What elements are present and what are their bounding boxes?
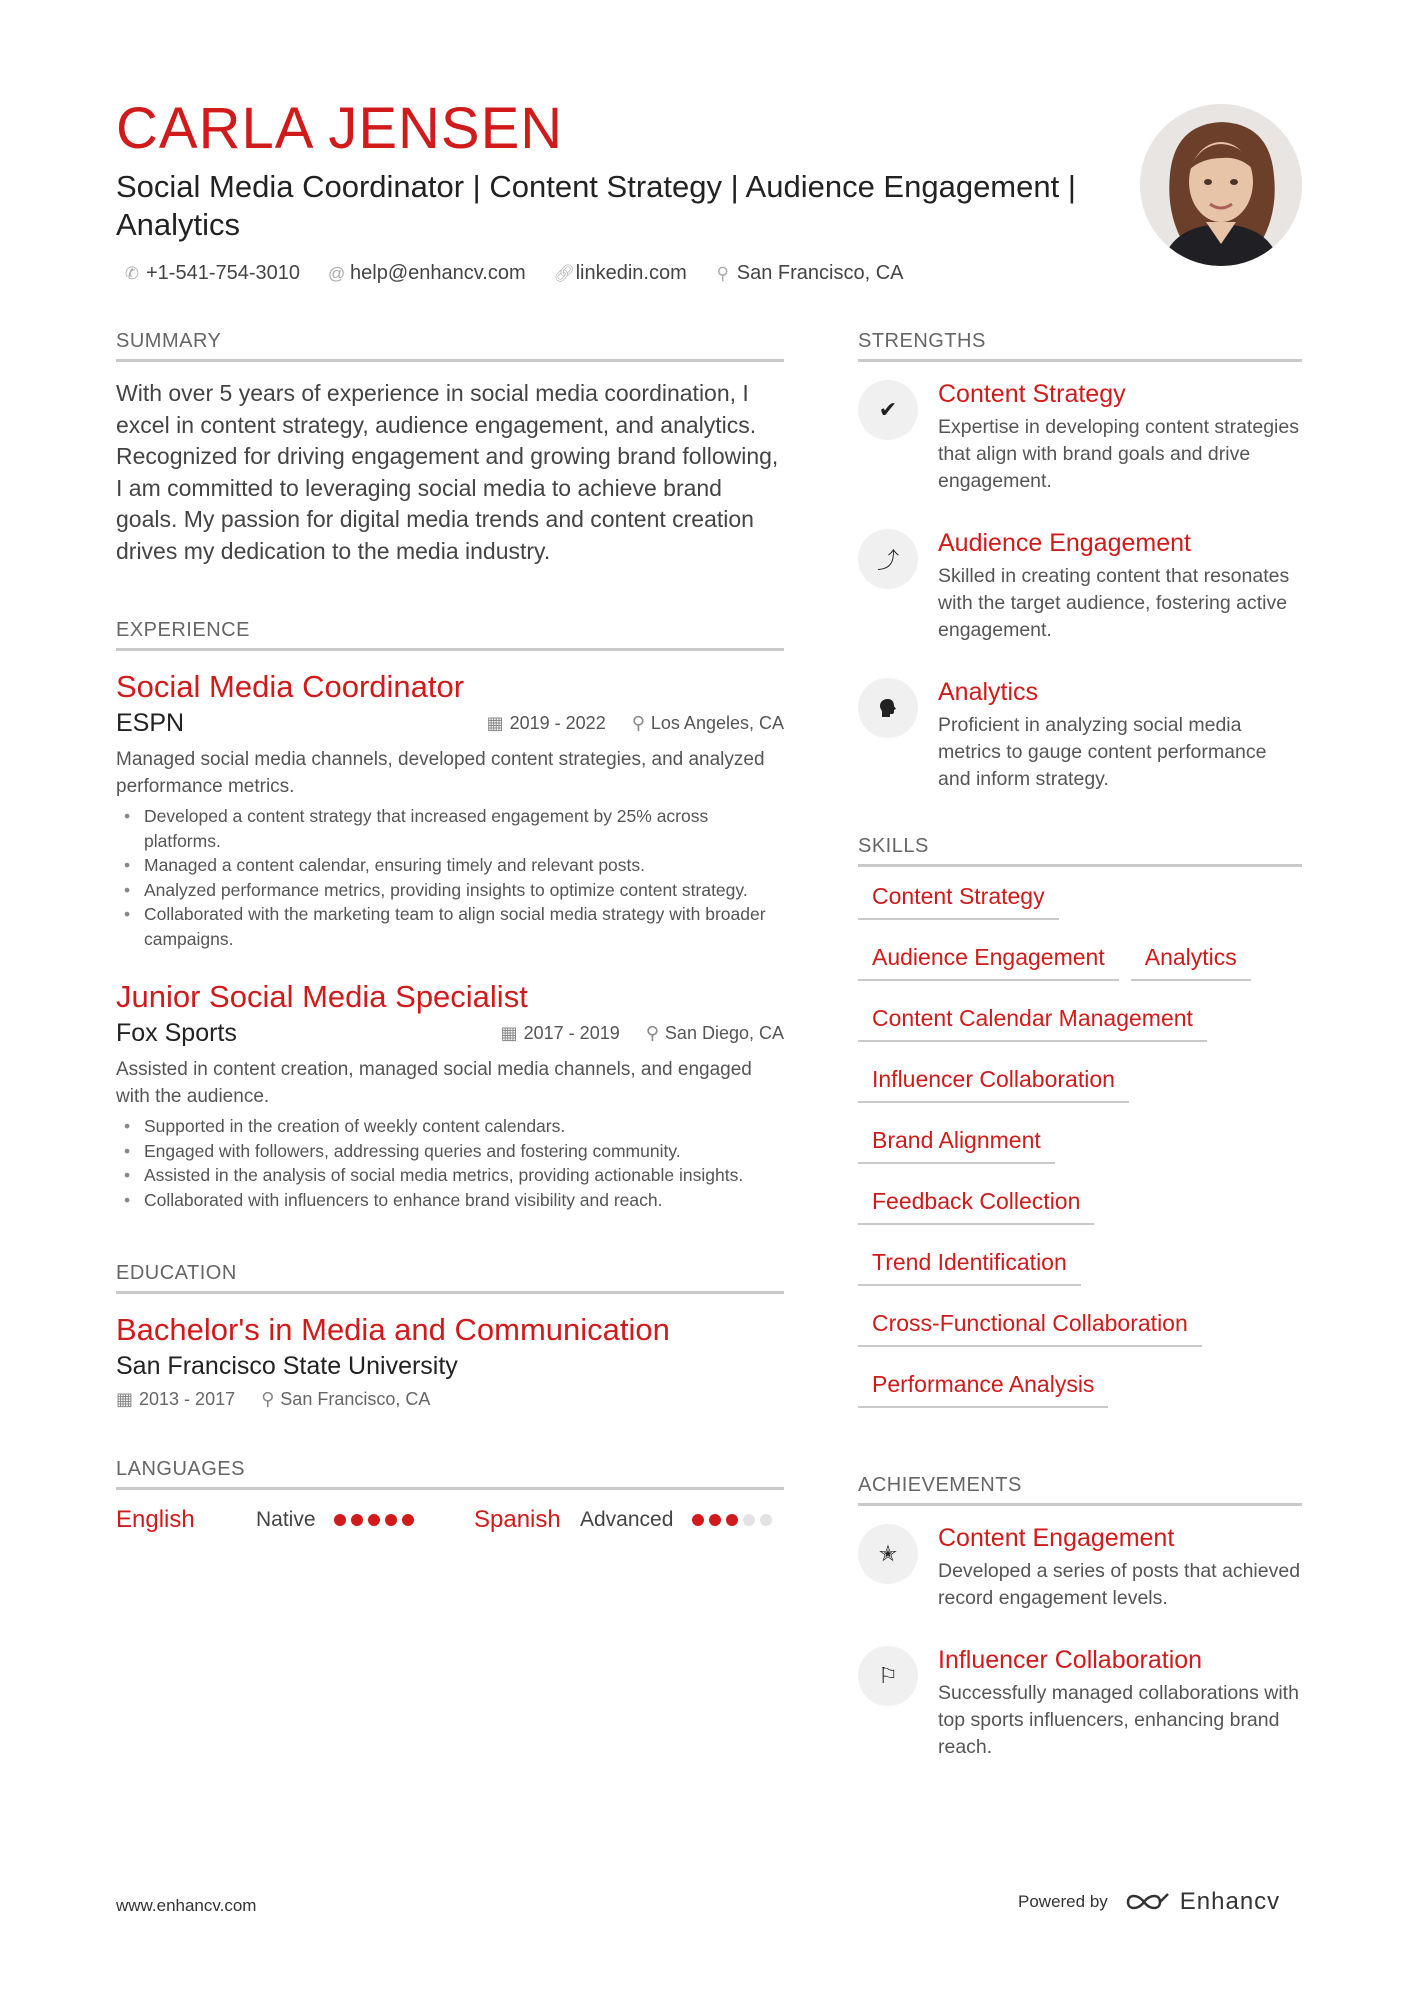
job-dates: ▦ 2017 - 2019 <box>500 1023 620 1043</box>
brand-name: Enhancv <box>1179 1888 1281 1915</box>
section-title-experience: EXPERIENCE <box>116 619 784 651</box>
brand-logo[interactable] <box>1124 1888 1280 1916</box>
skill-tag: Content Calendar Management <box>858 1005 1207 1042</box>
chart-arrow-icon: ⤴ <box>858 529 918 589</box>
email-text: help@enhancv.com <box>350 262 526 284</box>
job-location: ⚲ San Diego, CA <box>645 1023 784 1043</box>
list-item: • Supported in the creation of weekly content calendars. <box>116 1114 784 1139</box>
job-bullets <box>116 1114 784 1212</box>
list-item: • Developed a content strategy that increased engagement by 25% across platforms. <box>116 804 784 853</box>
calendar-icon: ▦ <box>116 1389 134 1409</box>
language-name: Spanish <box>474 1506 561 1533</box>
job-bullets <box>116 804 784 951</box>
list-item: • Analyzed performance metrics, providing insights to optimize content strategy. <box>116 878 784 903</box>
strength-item <box>858 527 1302 644</box>
achievement-description: Developed a series of posts that achieved record engagement levels. <box>938 1560 1301 1609</box>
skills-list <box>858 883 1302 1408</box>
job-description: Managed social media channels, developed content strategies, and analyzed performance metrics. <box>116 749 765 797</box>
job-title: Junior Social Media Specialist <box>116 979 528 1014</box>
skill-tag: Performance Analysis <box>858 1371 1108 1408</box>
contact-location <box>715 262 904 285</box>
flag-icon: ⚐ <box>858 1646 918 1706</box>
location-text: San Francisco, CA <box>736 262 904 284</box>
skill-tag: Analytics <box>1131 944 1251 981</box>
education-dates: ▦ 2013 - 2017 <box>116 1389 236 1409</box>
skill-tag: Content Strategy <box>858 883 1059 920</box>
skill-tag: Brand Alignment <box>858 1127 1055 1164</box>
footer-brand <box>1018 1888 1280 1916</box>
calendar-icon: ▦ <box>500 1023 518 1043</box>
language-level: Advanced <box>580 1508 674 1531</box>
strength-description: Proficient in analyzing social media metrics to gauge content performance and inform strategy. <box>938 714 1267 790</box>
footer-website[interactable]: www.enhancv.com <box>116 1896 257 1915</box>
section-title-languages: LANGUAGES <box>116 1458 784 1490</box>
skill-tag: Audience Engagement <box>858 944 1119 981</box>
head-brain-icon <box>858 678 918 738</box>
contact-phone[interactable] <box>124 262 300 285</box>
list-item: • Collaborated with influencers to enhance brand visibility and reach. <box>116 1188 784 1213</box>
strength-description: Expertise in developing content strategies that align with brand goals and drive engagement. <box>938 416 1299 492</box>
list-item: • Assisted in the analysis of social media metrics, providing actionable insights. <box>116 1163 784 1188</box>
job-dates: ▦ 2019 - 2022 <box>486 713 606 733</box>
achievement-item <box>858 1522 1302 1612</box>
link-icon: 🔗︎ <box>553 263 576 283</box>
achievement-title: Content Engagement <box>938 1524 1175 1552</box>
section-title-achievements: ACHIEVEMENTS <box>858 1474 1302 1506</box>
education-location: ⚲ San Francisco, CA <box>261 1389 431 1409</box>
location-pin-icon: ⚲ <box>631 713 645 733</box>
enhancv-logo-icon <box>1124 1890 1170 1914</box>
achievement-description: Successfully managed collaborations with top sports influencers, enhancing brand reach. <box>938 1682 1299 1758</box>
strength-title: Content Strategy <box>938 380 1126 408</box>
rating-dot-filled <box>726 1514 738 1526</box>
achievement-item <box>858 1644 1302 1761</box>
section-title-skills: SKILLS <box>858 835 1302 867</box>
headline: Social Media Coordinator | Content Strategy | Audience Engagement | Analytics <box>116 169 1076 242</box>
summary-text: With over 5 years of experience in social media coordination, I excel in content strategy, audience engagement, and analytics. Recognized for driving engagement and growing brand following, I am committed to leveraging social media to achieve brand goals. My passion for digital media trends and content creation drives my dedication to the media industry. <box>116 380 779 564</box>
rating-dot-filled <box>402 1514 414 1526</box>
contact-linkedin[interactable] <box>554 262 687 285</box>
experience-item <box>116 667 784 951</box>
calendar-icon: ▦ <box>486 713 504 733</box>
list-item: • Managed a content calendar, ensuring timely and relevant posts. <box>116 853 784 878</box>
list-item: • Collaborated with the marketing team to align social media strategy with broader campaigns. <box>116 902 784 951</box>
strength-description: Skilled in creating content that resonates with the target audience, fostering active engagement. <box>938 565 1290 641</box>
skill-tag: Feedback Collection <box>858 1188 1094 1225</box>
company-name: Fox Sports <box>116 1019 237 1047</box>
degree-title: Bachelor's in Media and Communication <box>116 1312 670 1347</box>
phone-icon: ✆ <box>124 263 140 283</box>
check-icon: ✔ <box>858 380 918 440</box>
skill-tag: Cross-Functional Collaboration <box>858 1310 1202 1347</box>
company-name: ESPN <box>116 709 185 737</box>
rating-dot-filled <box>334 1514 346 1526</box>
rating-dot-filled <box>709 1514 721 1526</box>
rating-dot-filled <box>351 1514 363 1526</box>
language-rating <box>334 1514 414 1526</box>
experience-item <box>116 977 784 1212</box>
phone-text: +1-541-754-3010 <box>146 262 301 284</box>
rating-dot-empty <box>760 1514 772 1526</box>
language-name: English <box>116 1506 195 1533</box>
location-pin-icon: ⚲ <box>716 263 729 283</box>
achievement-title: Influencer Collaboration <box>938 1646 1203 1674</box>
school-name: San Francisco State University <box>116 1352 458 1380</box>
skill-tag: Trend Identification <box>858 1249 1081 1286</box>
strength-title: Audience Engagement <box>938 529 1191 557</box>
contact-bar <box>124 262 904 285</box>
job-title: Social Media Coordinator <box>116 669 465 704</box>
strength-item <box>858 676 1302 793</box>
left-column <box>116 330 784 1534</box>
avatar <box>1140 104 1302 266</box>
strength-item <box>858 378 1302 495</box>
candidate-name: CARLA JENSEN <box>116 96 564 161</box>
language-rating <box>692 1514 772 1526</box>
right-column <box>858 330 1302 1793</box>
language-level: Native <box>256 1508 316 1531</box>
strength-title: Analytics <box>938 678 1039 706</box>
contact-email[interactable] <box>328 262 526 285</box>
at-icon: @ <box>328 263 346 283</box>
location-pin-icon: ⚲ <box>645 1023 659 1043</box>
section-title-education: EDUCATION <box>116 1262 784 1294</box>
job-location: ⚲ Los Angeles, CA <box>631 713 784 733</box>
skill-tag: Influencer Collaboration <box>858 1066 1129 1103</box>
rating-dot-filled <box>692 1514 704 1526</box>
job-description: Assisted in content creation, managed social media channels, and engaged with the audience. <box>116 1059 752 1107</box>
section-title-strengths: STRENGTHS <box>858 330 1302 362</box>
list-item: • Engaged with followers, addressing queries and fostering community. <box>116 1139 784 1164</box>
languages-row <box>116 1506 784 1534</box>
location-pin-icon: ⚲ <box>261 1389 275 1409</box>
rating-dot-filled <box>368 1514 380 1526</box>
rating-dot-empty <box>743 1514 755 1526</box>
powered-by-label: Powered by <box>1018 1892 1108 1911</box>
section-title-summary: SUMMARY <box>116 330 784 362</box>
linkedin-text: linkedin.com <box>575 262 687 284</box>
education-item <box>116 1310 784 1410</box>
rating-dot-filled <box>385 1514 397 1526</box>
star-icon: ✭ <box>858 1524 918 1584</box>
